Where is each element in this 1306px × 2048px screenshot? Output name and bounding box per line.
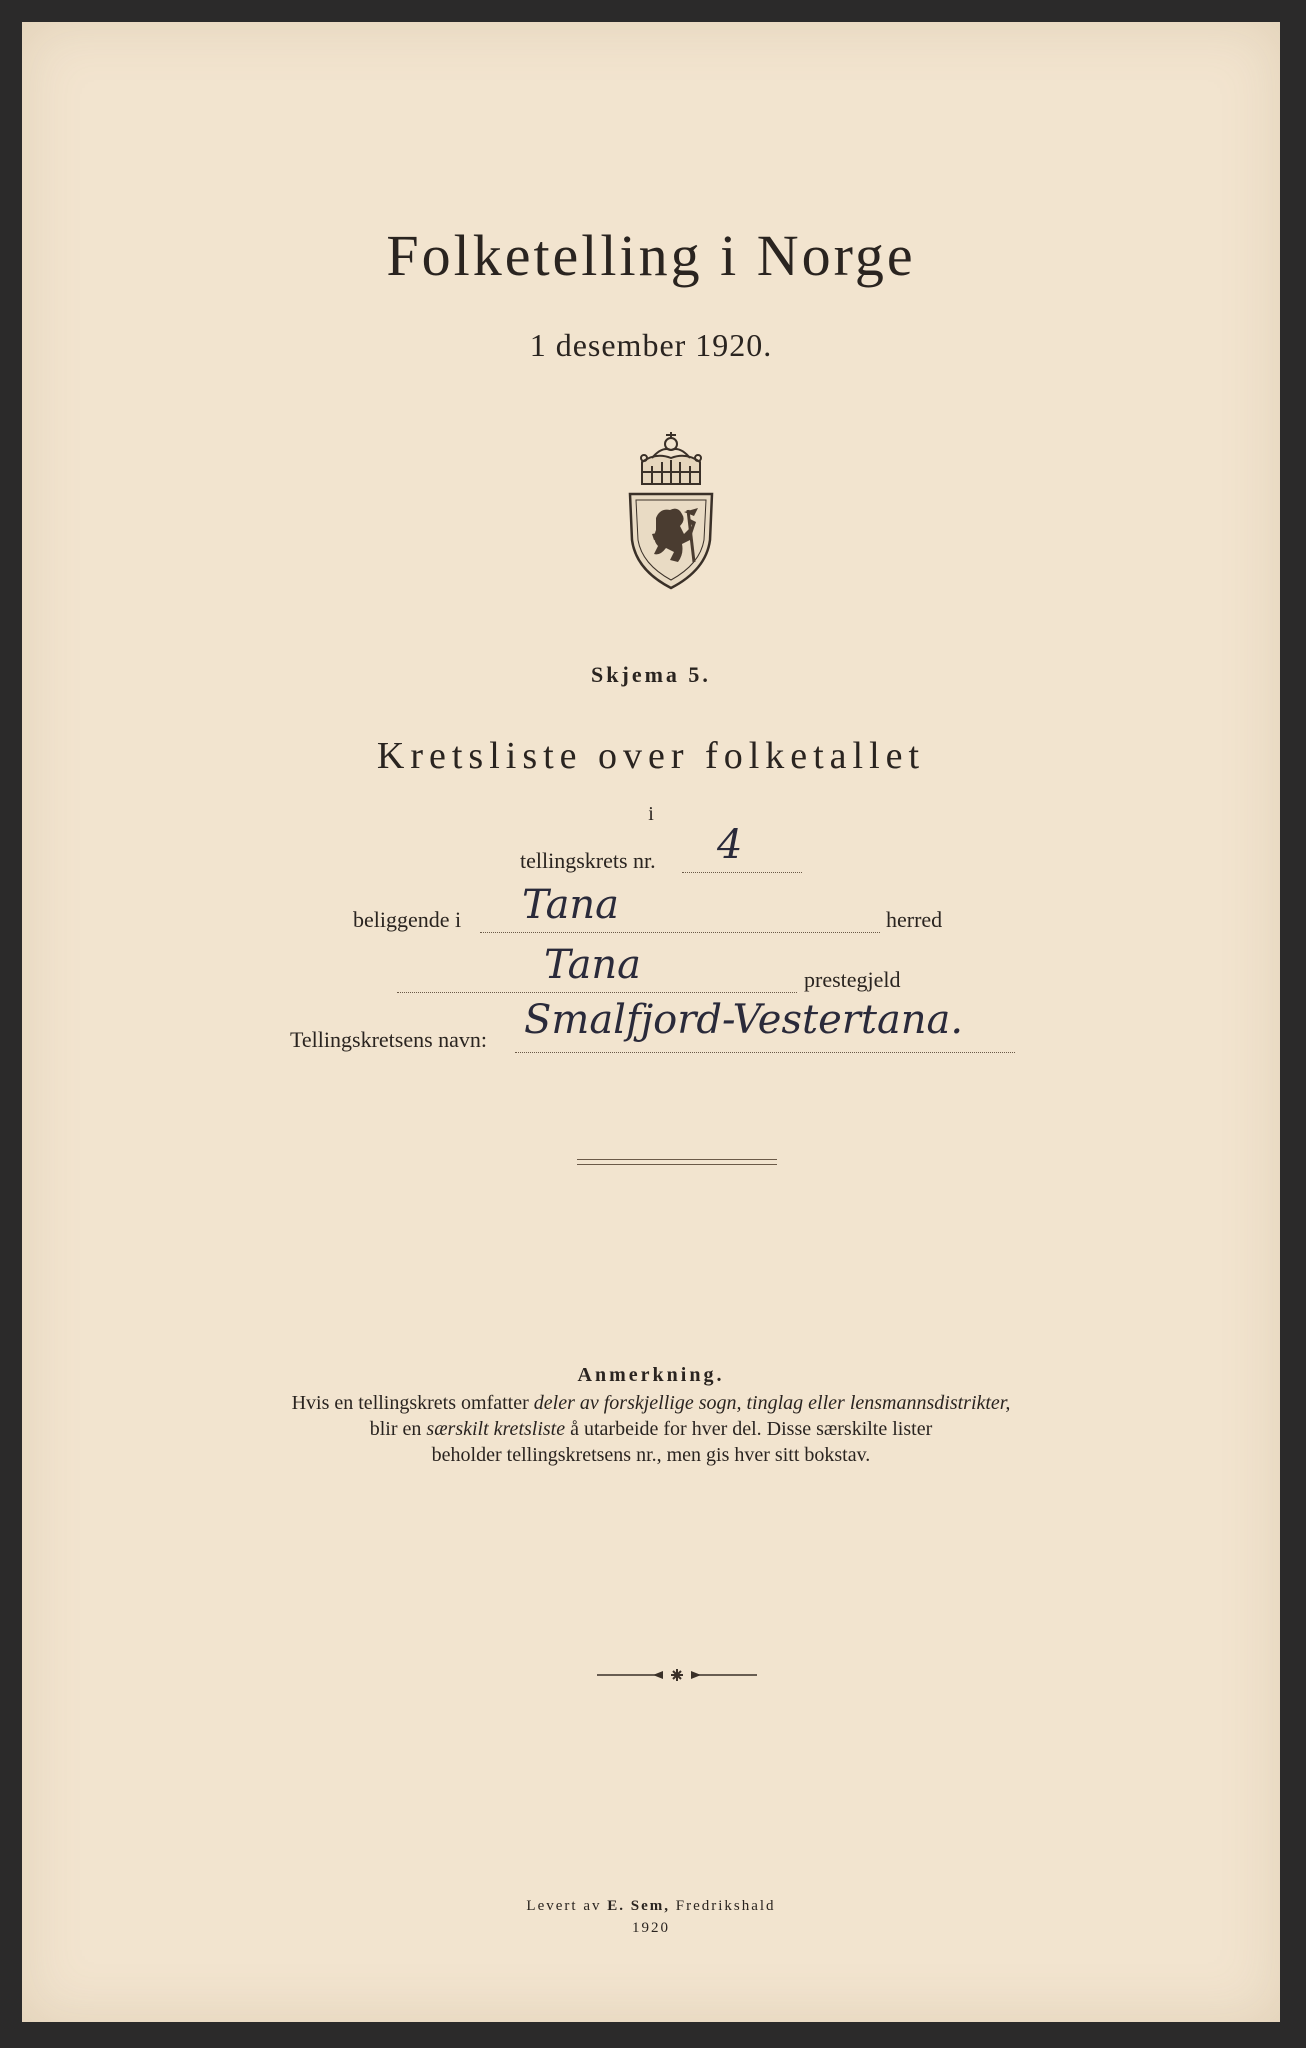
beliggende-label: beliggende i xyxy=(353,907,462,932)
form-subtitle: Kretsliste over folketallet xyxy=(376,735,926,777)
printer-name: E. Sem, xyxy=(607,1898,670,1914)
beliggende-handwritten-value: Tana xyxy=(522,882,620,928)
navn-handwritten-value: Smalfjord-Vestertana. xyxy=(524,997,964,1043)
tellingskrets-dotted-line xyxy=(682,872,802,873)
census-form-page xyxy=(22,22,1280,2022)
note-line-2-text-a: blir en xyxy=(369,1418,427,1440)
note-line-2-italic: særskilt kretsliste xyxy=(426,1418,566,1440)
prestegjeld-label: prestegjeld xyxy=(804,967,901,992)
printer-prefix: Levert av xyxy=(526,1898,608,1914)
navn-label: Tellingskretsens navn: xyxy=(290,1027,488,1052)
page-title: Folketelling i Norge xyxy=(386,223,916,288)
printer-year: 1920 xyxy=(632,1920,670,1936)
printer-city: Fredrikshald xyxy=(669,1898,776,1914)
star-ornament-icon xyxy=(597,1667,757,1683)
printer-line xyxy=(22,1895,1280,1917)
census-date: 1 desember 1920. xyxy=(529,327,773,363)
double-rule-divider xyxy=(577,1159,777,1165)
tellingskrets-label: tellingskrets nr. xyxy=(520,848,656,873)
note-line-2 xyxy=(22,1416,1280,1442)
prestegjeld-dotted-line xyxy=(397,992,797,993)
connector-word: i xyxy=(648,803,654,825)
note-line-2-text-c: å utarbeide for hver del. Disse særskilte lister xyxy=(565,1418,933,1440)
note-heading: Anmerkning. xyxy=(577,1364,725,1386)
navn-dotted-line xyxy=(515,1052,1015,1053)
norwegian-coat-of-arms-icon xyxy=(622,422,720,592)
beliggende-dotted-line xyxy=(480,932,880,933)
note-line-3: beholder tellingskretsens nr., men gis hver sitt bokstav. xyxy=(431,1444,871,1466)
tellingskrets-handwritten-value: 4 xyxy=(717,822,743,868)
note-line-1-italic: deler av forskjellige sogn, tinglag eller lensmannsdistrikter, xyxy=(533,1392,1011,1414)
printer-footer xyxy=(22,1895,1280,1939)
note-line-1 xyxy=(22,1390,1280,1416)
note-line-1-text: Hvis en tellingskrets omfatter xyxy=(291,1392,534,1414)
prestegjeld-handwritten-value: Tana xyxy=(544,942,642,988)
schema-label: Skjema 5. xyxy=(591,662,711,687)
herred-label: herred xyxy=(886,907,943,932)
note-body xyxy=(22,1390,1280,1468)
